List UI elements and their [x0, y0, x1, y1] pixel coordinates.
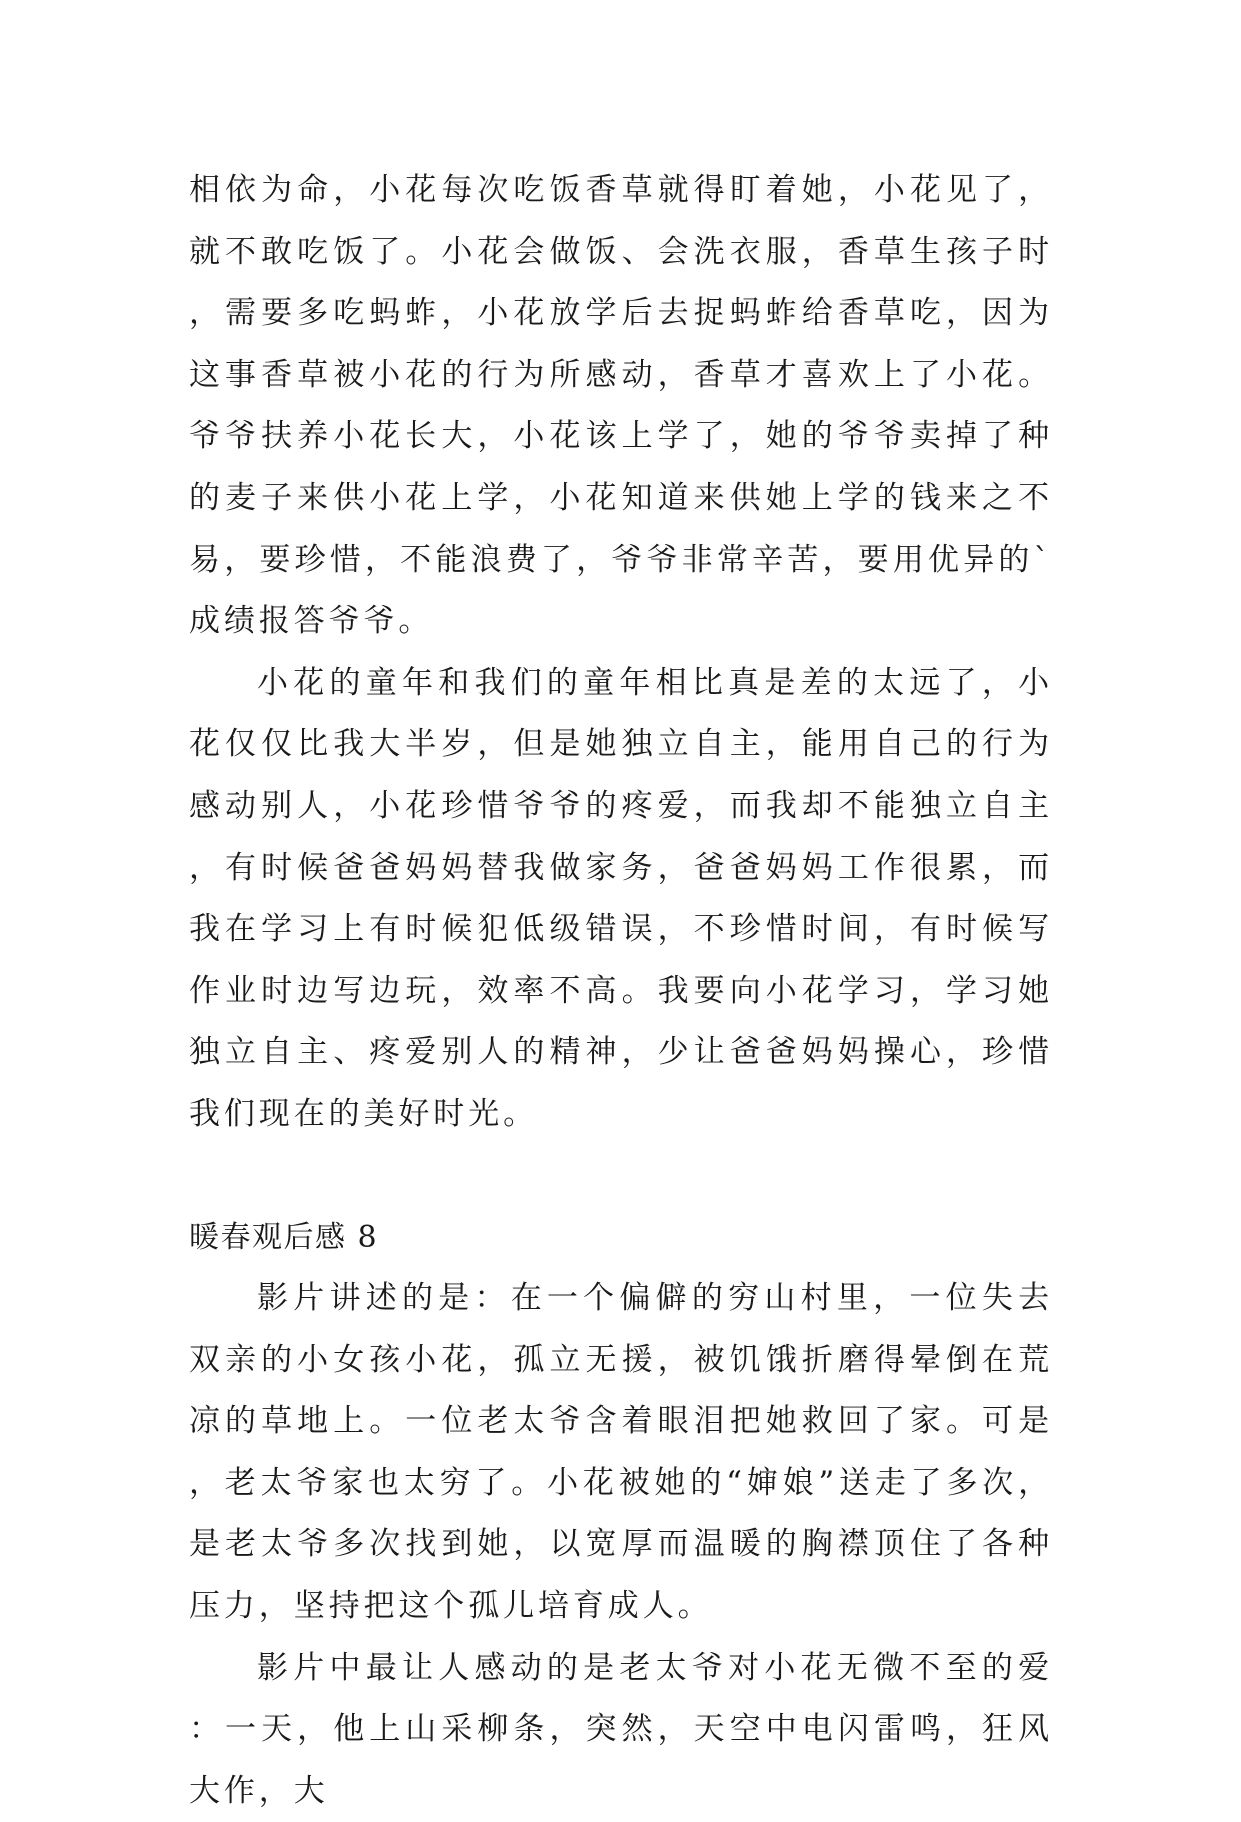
paragraph-reflection: 小花的童年和我们的童年相比真是差的太远了，小花仅仅比我大半岁，但是她独立自主，能用自己的行为感动别人，小花珍惜爷爷的疼爱，而我却不能独立自主，有时候爸爸妈妈替我做家务，爸爸妈妈工作很累，而我在学习上有时候犯低级错误，不珍惜时间，有时候写作业时边写边玩，效率不高。我要向小花学习，学习她独立自主、疼爱别人的精神，少让爸爸妈妈操心，珍惜我们现在的美好时光。 [189, 664, 1053, 1132]
paragraph-moving-scene: 影片中最让人感动的是老太爷对小花无微不至的爱：一天，他上山采柳条，突然，天空中电闪雷鸣，狂风大作，大 [189, 1649, 1053, 1809]
paragraph-continued: 相依为命，小花每次吃饭香草就得盯着她，小花见了，就不敢吃饭了。小花会做饭、会洗衣服，香草生孩子时，需要多吃蚂蚱，小花放学后去捉蚂蚱给香草吃，因为这事香草被小花的行为所感动，香草才喜欢上了小花。爷爷扶养小花长大，小花该上学了，她的爷爷卖掉了种的麦子来供小花上学，小花知道来供她上学的钱来之不易，要珍惜，不能浪费了，爷爷非常辛苦，要用优异的`成绩报答爷爷。 [189, 172, 1053, 640]
paragraph-film-summary: 影片讲述的是：在一个偏僻的穷山村里，一位失去双亲的小女孩小花，孤立无援，被饥饿折磨得晕倒在荒凉的草地上。一位老太爷含着眼泪把她救回了家。可是，老太爷家也太穷了。小花被她的“婶娘”送走了多次，是老太爷多次找到她，以宽厚而温暖的胸襟顶住了各种压力，坚持把这个孤儿培育成人。 [189, 1280, 1053, 1625]
section-spacer [189, 1146, 1053, 1207]
document-body [189, 160, 1053, 1822]
section-title: 暖春观后感 8 [189, 1219, 379, 1255]
